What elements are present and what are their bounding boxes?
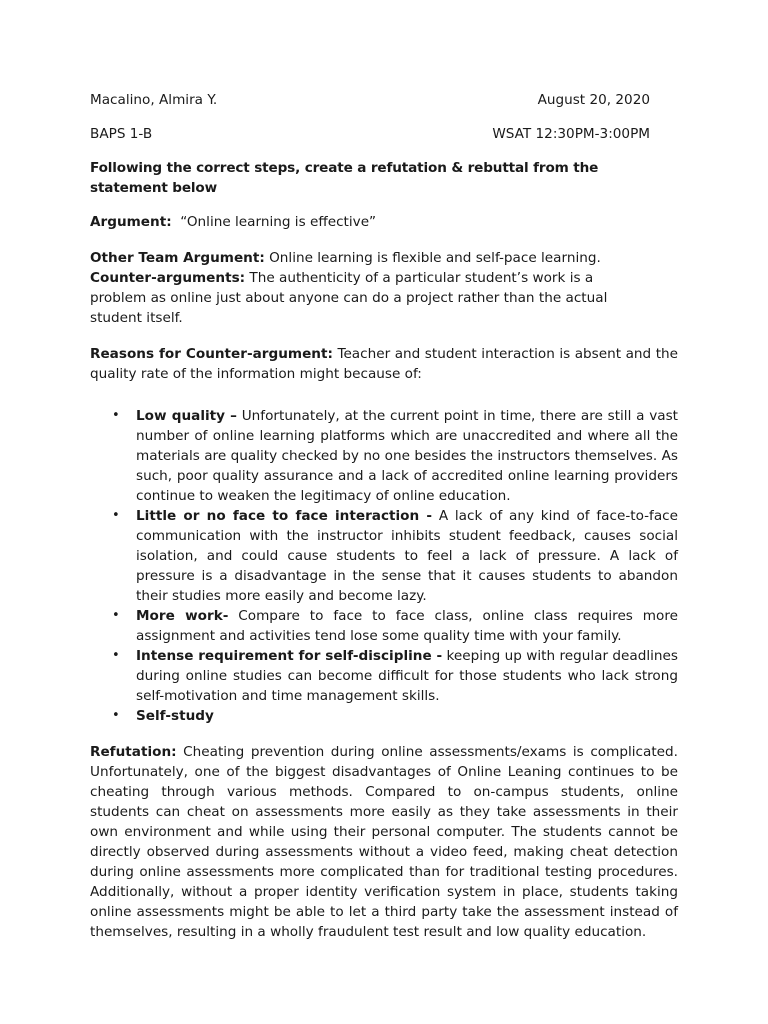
item-text: keeping up with regular deadlines during online studies can become difficult for those students who lack strong self-motivation and time management skills. bbox=[136, 648, 678, 704]
bullet-icon: • bbox=[112, 408, 120, 423]
counter-text: The authenticity of a particular student’s work is a problem as online just about anyone can do a project rather than the actual student itself. bbox=[90, 270, 608, 326]
argument-label: Argument: bbox=[90, 214, 172, 230]
bullet-icon: • bbox=[112, 708, 120, 723]
bullet-icon: • bbox=[112, 648, 120, 663]
argument-line bbox=[90, 212, 678, 232]
refutation-text: Cheating prevention during online assessments/exams is complicated. Unfortunately, one of the biggest disadvantages of Online Leaning continues to be cheating through various methods. Compared to on-campus students, online students can cheat on assessments more easily as they take assessments in their own environment and while using their personal computer. The students cannot be directly observed during assessments without a video feed, making cheat detection during online assessments more complicated than for traditional testing procedures. Additionally, without a proper identity verification system in place, students taking online assessments might be able to let a third party take the assessment instead of themselves, resulting in a wholly fraudulent test result and low quality education. bbox=[90, 744, 678, 940]
list-item bbox=[90, 506, 678, 606]
item-title: More work- bbox=[136, 608, 229, 624]
header-row-1 bbox=[90, 90, 678, 110]
item-title: Self-study bbox=[136, 708, 214, 724]
header-row-2 bbox=[90, 124, 678, 144]
bullet-icon: • bbox=[112, 608, 120, 623]
submission-date: August 20, 2020 bbox=[537, 92, 650, 108]
reasons-paragraph bbox=[90, 344, 678, 384]
instruction-text: Following the correct steps, create a refutation & rebuttal from the statement below bbox=[90, 160, 599, 196]
reasons-label: Reasons for Counter-argument: bbox=[90, 346, 333, 362]
reasons-list bbox=[90, 406, 678, 726]
item-text: Unfortunately, at the current point in time, there are still a vast number of online learning platforms which are unaccredited and where all the materials are quality checked by no one besides the instructors themselves. As such, poor quality assurance and a lack of accredited online learning providers continue to weaken the legitimacy of online education. bbox=[136, 408, 678, 504]
argument-text: “Online learning is effective” bbox=[180, 214, 377, 230]
list-item bbox=[90, 406, 678, 506]
other-team-text: Online learning is flexible and self-pace learning. bbox=[264, 250, 601, 266]
reasons-text: Teacher and student interaction is absent and the quality rate of the information might because of: bbox=[90, 346, 679, 382]
refutation-label: Refutation: bbox=[90, 744, 177, 760]
class-section: BAPS 1-B bbox=[90, 126, 153, 142]
item-title: Low quality – bbox=[136, 408, 237, 424]
class-schedule: WSAT 12:30PM-3:00PM bbox=[492, 126, 650, 142]
counter-label: Counter-arguments: bbox=[90, 270, 246, 286]
item-text: A lack of any kind of face-to-face communication with the instructor inhibits student feedback, causes social isolation, and could cause students to feel a lack of pressure. A lack of pressure is a disadvantage in the sense that it causes students to abandon their studies more easily and become lazy. bbox=[136, 508, 678, 604]
bullet-icon: • bbox=[112, 508, 120, 523]
list-item bbox=[90, 606, 678, 646]
list-item bbox=[90, 706, 678, 726]
other-team-label: Other Team Argument: bbox=[90, 250, 265, 266]
list-item bbox=[90, 646, 678, 706]
item-text: Compare to face to face class, online class requires more assignment and activities tend lose some quality time with your family. bbox=[136, 608, 678, 644]
counter-arguments bbox=[90, 268, 650, 328]
item-title: Intense requirement for self-discipline - bbox=[136, 648, 443, 664]
refutation-paragraph bbox=[90, 742, 678, 942]
student-name: Macalino, Almira Y. bbox=[90, 92, 218, 108]
item-title: Little or no face to face interaction - bbox=[136, 508, 433, 524]
other-team-argument bbox=[90, 248, 678, 268]
document-page bbox=[90, 90, 678, 942]
